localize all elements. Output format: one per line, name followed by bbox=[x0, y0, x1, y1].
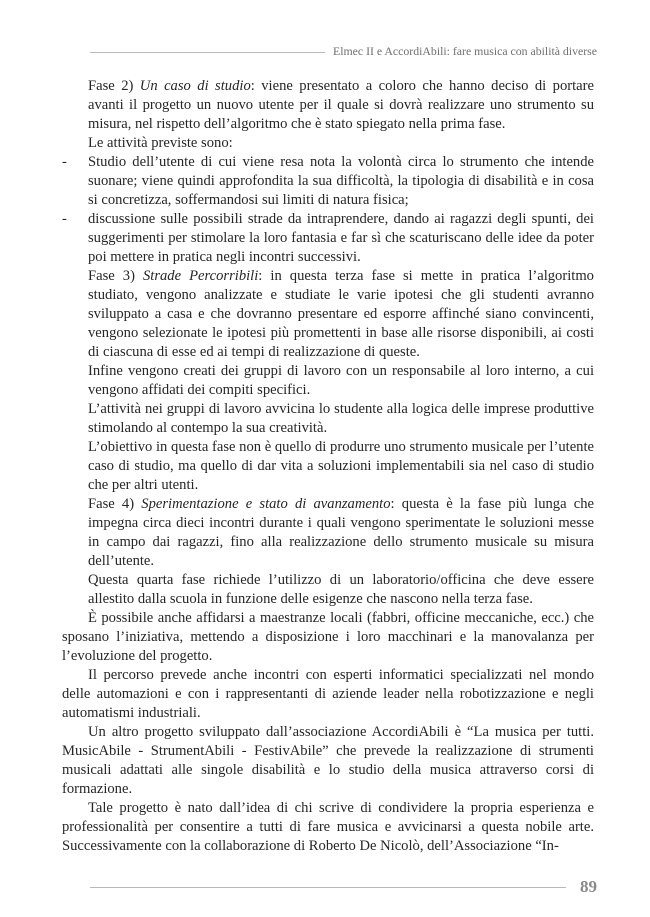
list-item bbox=[62, 210, 594, 267]
list-dash: - bbox=[62, 211, 67, 227]
fase3-title: Strade Percorribili bbox=[142, 268, 259, 284]
gruppi-paragraph: Infine vengono creati dei gruppi di lavoro con un responsabile al loro interno, a cui vengono affidati dei compiti specifici. bbox=[88, 363, 594, 398]
esperti-paragraph: Il percorso prevede anche incontri con esperti informatici specializzati nel mondo delle automazioni e con i rappresentanti di aziende leader nella robotizzazione e negli automatismi industriali. bbox=[62, 667, 594, 721]
fase4-title: Sperimentazione e stato di avanzamento bbox=[141, 496, 391, 512]
page-header bbox=[90, 41, 597, 61]
body-text bbox=[62, 77, 594, 856]
altro-progetto-paragraph: Un altro progetto sviluppato dall’associazione AccordiAbili è “La musica per tutti. MusicAbile - StrumentAbili - FestivAbile” che prevede la realizzazione di strumenti musicali adattati alle singole disabilità e lo studio della musica attraverso corsi di formazione. bbox=[62, 724, 594, 797]
fase2-paragraph bbox=[62, 77, 594, 134]
fase4-text: : questa è la fase più lunga che impegna circa dieci incontri durante i quali vengono sperimentate le soluzioni messe in campo dai ragazzi, fino alla realizzazione dello strumento musicale su misura dell’utente. bbox=[88, 496, 594, 569]
fase4-paragraph bbox=[62, 495, 594, 571]
fase3-lead: Fase 3) bbox=[88, 268, 143, 284]
running-title: Elmec II e AccordiAbili: fare musica con abilità diverse bbox=[332, 43, 597, 58]
quarta-fase-paragraph: Questa quarta fase richiede l’utilizzo di un laboratorio/officina che deve essere allestito dalla scuola in funzione delle esigenze che nascono nella terza fase. bbox=[88, 572, 594, 607]
page-footer bbox=[90, 876, 597, 898]
page-number: 89 bbox=[580, 877, 597, 896]
fase2-title: Un caso di studio bbox=[139, 78, 251, 94]
fase3-paragraph bbox=[62, 267, 594, 362]
list-item-text: Studio dell’utente di cui viene resa nota la volontà circa lo strumento che intende suonare; viene quindi approfondita la sua difficoltà, la tipologia di disabilità e in cosa si concretizza, soffermandosi sui limiti di natura fisica; bbox=[88, 154, 594, 208]
attivita-gruppi-paragraph: L’attività nei gruppi di lavoro avvicina lo studente alla logica delle imprese produttive stimolando al contempo la sua creatività. bbox=[88, 401, 594, 436]
list-item bbox=[62, 153, 594, 210]
attivita-intro: Le attività previste sono: bbox=[88, 135, 233, 151]
fase3-text: : in questa terza fase si mette in pratica l’algoritmo studiato, vengono analizzate e studiate le varie ipotesi che gli studenti avranno sviluppato a casa e che dovranno presentare ed esporre affinché siano convincenti, vengono selezionate le ipotesi più promettenti in base alle risorse disponibili, ai costi di ciascuna di esse ed ai tempi di realizzazione di queste. bbox=[88, 268, 594, 360]
list-item-text: discussione sulle possibili strade da intraprendere, dando ai ragazzi degli spunti, dei suggerimenti per stimolare la loro fantasia e far sì che scaturiscano delle idee da poter poi mettere in pratica negli incontri successivi. bbox=[88, 211, 594, 265]
footer-rule bbox=[90, 887, 566, 888]
fase2-text: : viene presentato a coloro che hanno deciso di portare avanti il progetto un nuovo utente per il quale si dovrà realizzare uno strumento su misura, nel rispetto dell’algoritmo che è stato spiegato nella prima fase. bbox=[88, 78, 594, 132]
fase2-lead: Fase 2) bbox=[88, 78, 140, 94]
header-rule bbox=[90, 52, 325, 53]
maestranze-paragraph: È possibile anche affidarsi a maestranze locali (fabbri, officine meccaniche, ecc.) che sposano l’iniziativa, mettendo a disposizione i loro macchinari e la manovalanza per l’evoluzione del progetto. bbox=[62, 610, 594, 664]
tale-progetto-paragraph: Tale progetto è nato dall’idea di chi scrive di condividere la propria esperienza e professionalità per consentire a tutti di fare musica e avvicinarsi a questa nobile arte. Successivamente con la collaborazione di Roberto De Nicolò, dell’Associazione “In- bbox=[62, 800, 594, 854]
obiettivo-paragraph: L’obiettivo in questa fase non è quello di produrre uno strumento musicale per l’utente caso di studio, ma quello di dar vita a soluzioni implementabili sia nel caso di studio che per altri utenti. bbox=[88, 439, 594, 493]
list-dash: - bbox=[62, 154, 67, 170]
fase4-lead: Fase 4) bbox=[88, 496, 142, 512]
